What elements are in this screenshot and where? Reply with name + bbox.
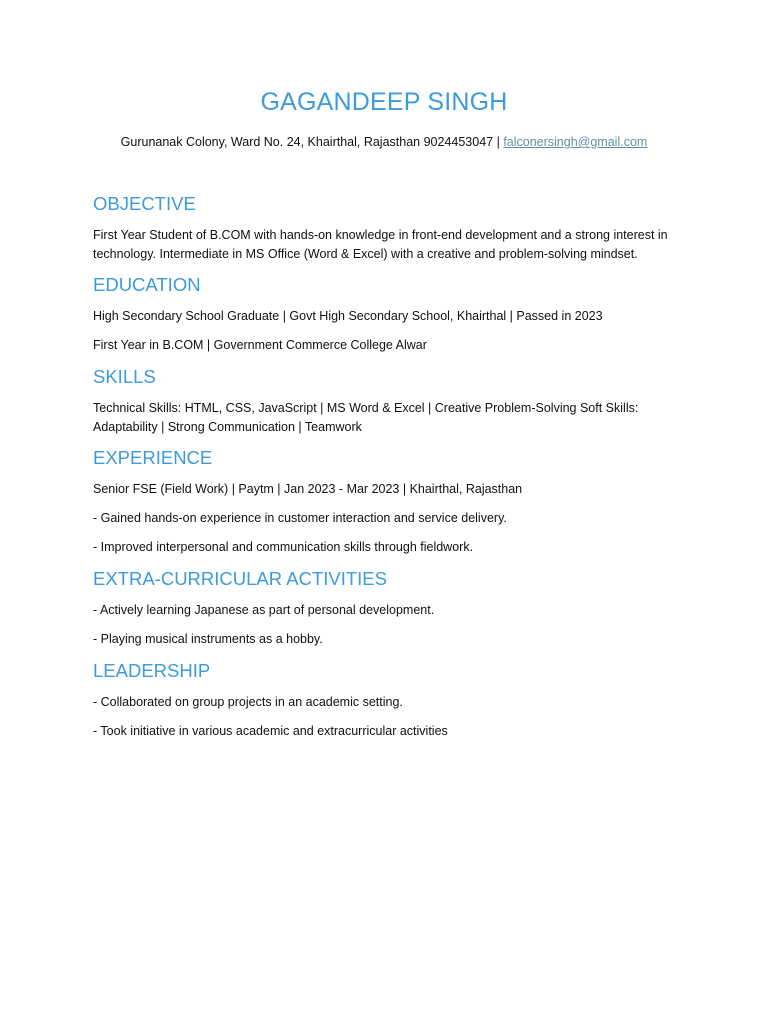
contact-line bbox=[0, 135, 768, 149]
contact-address-phone: Gurunanak Colony, Ward No. 24, Khairthal, Rajasthan 9024453047 | bbox=[120, 135, 504, 149]
education-item: First Year in B.COM | Government Commerce College Alwar bbox=[93, 338, 427, 352]
leadership-heading: LEADERSHIP bbox=[93, 660, 211, 681]
candidate-name: GAGANDEEP SINGH bbox=[260, 88, 508, 116]
extracurricular-section bbox=[93, 567, 683, 649]
experience-role: Senior FSE (Field Work) | Paytm | Jan 2023 - Mar 2023 | Khairthal, Rajasthan bbox=[93, 482, 523, 496]
education-section bbox=[93, 273, 683, 355]
skills-text: Technical Skills: HTML, CSS, JavaScript | MS Word & Excel | Creative Problem-Solving Soft Skills: Adaptability | Strong Communication | Teamwork bbox=[93, 401, 639, 434]
leadership-bullet: - Collaborated on group projects in an academic setting. bbox=[93, 695, 403, 709]
extracurricular-bullet: - Actively learning Japanese as part of personal development. bbox=[93, 603, 435, 617]
experience-heading: EXPERIENCE bbox=[93, 447, 213, 468]
resume-content bbox=[93, 192, 683, 751]
email-link[interactable]: falconersingh@gmail.com bbox=[503, 135, 648, 149]
objective-heading: OBJECTIVE bbox=[93, 193, 196, 214]
experience-section bbox=[93, 446, 683, 557]
skills-section bbox=[93, 365, 683, 437]
education-item: High Secondary School Graduate | Govt High Secondary School, Khairthal | Passed in 2023 bbox=[93, 309, 603, 323]
objective-text: First Year Student of B.COM with hands-on knowledge in front-end development and a strong interest in technology. Intermediate in MS Office (Word & Excel) with a creative and problem-solving mindset. bbox=[93, 228, 668, 261]
leadership-section bbox=[93, 659, 683, 741]
objective-section bbox=[93, 192, 683, 264]
experience-bullet: - Gained hands-on experience in customer interaction and service delivery. bbox=[93, 511, 507, 525]
experience-bullet: - Improved interpersonal and communication skills through fieldwork. bbox=[93, 540, 474, 554]
leadership-bullet: - Took initiative in various academic and extracurricular activities bbox=[93, 724, 448, 738]
skills-heading: SKILLS bbox=[93, 366, 156, 387]
extracurricular-heading: EXTRA-CURRICULAR ACTIVITIES bbox=[93, 568, 387, 589]
extracurricular-bullet: - Playing musical instruments as a hobby. bbox=[93, 632, 323, 646]
education-heading: EDUCATION bbox=[93, 274, 201, 295]
